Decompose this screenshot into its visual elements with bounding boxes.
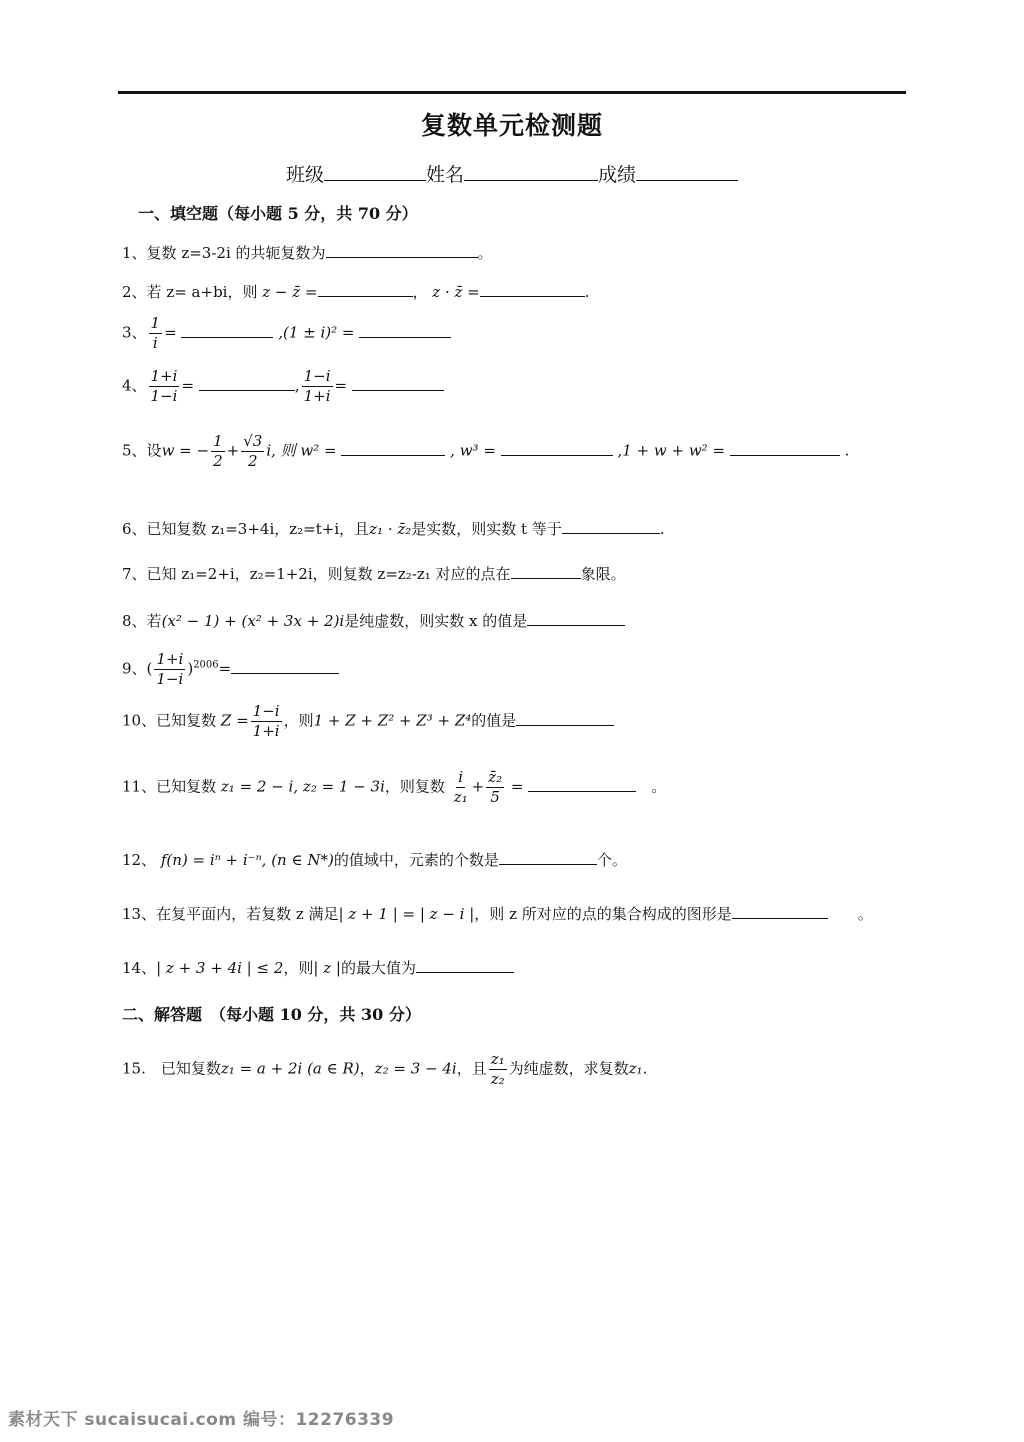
question-13 bbox=[122, 903, 873, 924]
question-1 bbox=[122, 242, 493, 263]
section-2-title: 二、解答题 （每小题 10 分，共 30 分） bbox=[122, 1005, 421, 1024]
q11-plus: + bbox=[471, 777, 485, 796]
q1-text: 复数 z=3-2i 的共轭复数为 bbox=[146, 244, 326, 262]
q1-end: 。 bbox=[477, 244, 493, 262]
q14-expr: | z + 3 + 4i | ≤ 2 bbox=[156, 959, 284, 977]
q9-blank[interactable] bbox=[231, 659, 339, 674]
q12-text: 的值域中，元素的个数是 bbox=[333, 851, 499, 869]
name-blank[interactable] bbox=[464, 162, 598, 181]
question-12 bbox=[122, 849, 627, 870]
q5-blank-1[interactable] bbox=[341, 441, 445, 456]
q15-number: 15. bbox=[122, 1059, 146, 1078]
q3-blank-2[interactable] bbox=[359, 323, 451, 338]
student-info-line bbox=[0, 160, 1024, 187]
q2-blank-2[interactable] bbox=[480, 282, 585, 297]
q4-eq-1: = bbox=[181, 376, 195, 395]
q11-blank[interactable] bbox=[528, 777, 636, 792]
q11-number: 11、 bbox=[122, 777, 157, 796]
q13-expr: | z + 1 | = | z − i | bbox=[338, 905, 475, 923]
q3-number: 3、 bbox=[122, 323, 147, 342]
q10-f-num: 1−i bbox=[252, 702, 280, 720]
q9-exponent: 2006 bbox=[193, 659, 219, 671]
q3-frac-num: 1 bbox=[150, 314, 161, 332]
q9-fraction bbox=[154, 650, 185, 689]
page-title: 复数单元检测题 bbox=[420, 111, 603, 140]
q9-eq: = bbox=[218, 659, 232, 678]
q15-f-den: z₂ bbox=[490, 1070, 505, 1088]
q9-number: 9、 bbox=[122, 659, 147, 678]
q4-f2-den: 1+i bbox=[303, 387, 331, 405]
question-7 bbox=[122, 563, 626, 584]
q5-text: 设 bbox=[146, 441, 162, 460]
question-15 bbox=[122, 1050, 647, 1089]
q13-number: 13、 bbox=[122, 905, 157, 923]
q5-after: i, 则 w² = bbox=[266, 441, 337, 460]
q14-text2: 的最大值为 bbox=[340, 959, 416, 977]
q11-expr: z₁ = 2 − i, z₂ = 1 − 3i bbox=[220, 777, 385, 796]
class-blank[interactable] bbox=[324, 162, 426, 181]
q11-f1-num: i bbox=[458, 768, 464, 786]
q7-number: 7、 bbox=[122, 565, 147, 583]
q15-sep: ， bbox=[359, 1059, 375, 1078]
q10-fraction bbox=[251, 702, 282, 741]
q10-text3: 的值是 bbox=[471, 711, 517, 730]
q4-fraction-1 bbox=[149, 367, 180, 406]
section-1-title: 一、填空题（每小题 5 分，共 70 分） bbox=[138, 204, 418, 223]
q8-number: 8、 bbox=[122, 612, 147, 630]
q11-fraction-2 bbox=[486, 768, 504, 807]
q6-blank[interactable] bbox=[562, 519, 660, 534]
score-blank[interactable] bbox=[636, 162, 738, 181]
q1-number: 1、 bbox=[122, 244, 147, 262]
q5-w3: , w³ = bbox=[450, 441, 496, 460]
q2-number: 2、 bbox=[122, 283, 147, 301]
q15-text: 已知复数 bbox=[160, 1059, 221, 1078]
q10-f-den: 1+i bbox=[252, 722, 280, 740]
q5-blank-2[interactable] bbox=[501, 441, 613, 456]
q5-f1-den: 2 bbox=[213, 452, 223, 470]
q10-z: Z = bbox=[220, 711, 249, 730]
q9-close-paren: ) bbox=[187, 659, 194, 678]
q15-expr2: z₂ = 3 − 4i bbox=[374, 1059, 457, 1078]
q11-f1-den: z₁ bbox=[453, 788, 468, 806]
q2-blank-1[interactable] bbox=[318, 282, 413, 297]
q3-eq: = bbox=[164, 323, 177, 342]
q14-text: ，则 bbox=[283, 959, 314, 977]
q5-f2-num: √3 bbox=[243, 432, 263, 450]
q11-f2-den: 5 bbox=[490, 788, 500, 806]
q9-open-paren: ( bbox=[146, 659, 153, 678]
q5-sum: ,1 + w + w² = bbox=[617, 441, 726, 460]
q11-text2: ，则复数 bbox=[384, 777, 445, 796]
q2-expr2: z · z̄ = bbox=[432, 283, 480, 301]
q8-text2: 是纯虚数，则实数 x 的值是 bbox=[344, 612, 528, 630]
q4-blank-1[interactable] bbox=[199, 376, 295, 391]
q1-blank[interactable] bbox=[326, 243, 478, 258]
q5-end: . bbox=[844, 441, 850, 460]
q15-fraction bbox=[489, 1050, 507, 1089]
q12-number: 12、 bbox=[122, 851, 157, 869]
question-8 bbox=[122, 610, 625, 631]
q4-blank-2[interactable] bbox=[352, 376, 444, 391]
q5-w-expr: w = − bbox=[161, 441, 210, 460]
q4-f2-num: 1−i bbox=[303, 367, 331, 385]
q10-text2: ，则 bbox=[283, 711, 314, 730]
question-2: 2、若 z= a+bi，则 z − z̄ = ， z · z̄ = . bbox=[122, 283, 590, 301]
question-4: 4、 $\frac{1+i}{1-i}$ = , $\frac{1-i}{1+i}$ = bbox=[122, 367, 444, 406]
score-label: 成绩 bbox=[598, 164, 637, 186]
q5-f1-num: 1 bbox=[213, 432, 223, 450]
class-label: 班级 bbox=[285, 164, 324, 186]
question-9 bbox=[122, 650, 339, 689]
q6-expr: z₁ · z̄₂ bbox=[369, 520, 412, 538]
q11-f2-num: z̄₂ bbox=[488, 768, 503, 786]
q5-f2-den: 2 bbox=[247, 452, 258, 470]
q13-blank[interactable] bbox=[732, 904, 828, 919]
name-label: 姓名 bbox=[425, 164, 464, 186]
q10-blank[interactable] bbox=[516, 711, 614, 726]
q4-f1-num: 1+i bbox=[150, 367, 178, 385]
top-rule bbox=[118, 91, 906, 94]
q8-text: 若 bbox=[146, 612, 162, 630]
q6-text2: 是实数，则实数 t 等于 bbox=[411, 520, 562, 538]
q3-blank-1[interactable] bbox=[181, 323, 273, 338]
q3-frac-den: i bbox=[152, 334, 158, 352]
q9-f-num: 1+i bbox=[156, 650, 184, 668]
q4-fraction-2 bbox=[302, 367, 333, 406]
q13-text: 在复平面内，若复数 z 满足 bbox=[156, 905, 339, 923]
question-11 bbox=[122, 768, 666, 807]
q10-number: 10、 bbox=[122, 711, 157, 730]
q14-number: 14、 bbox=[122, 959, 157, 977]
question-3 bbox=[122, 314, 451, 353]
q4-number: 4、 bbox=[122, 376, 147, 395]
q11-end: 。 bbox=[651, 777, 667, 796]
watermark: 素材天下 sucaisucai.com 编号：12276339 bbox=[8, 1410, 395, 1430]
q4-f1-den: 1−i bbox=[150, 387, 178, 405]
q8-blank[interactable] bbox=[527, 611, 625, 626]
q4-eq-2: = bbox=[334, 376, 348, 395]
q15-expr3: z₁ bbox=[628, 1059, 643, 1078]
q8-expr: (x² − 1) + (x² + 3x + 2)i bbox=[161, 612, 345, 630]
q15-f-num: z₁ bbox=[490, 1050, 505, 1068]
q10-expr: 1 + Z + Z² + Z³ + Z⁴ bbox=[313, 711, 472, 730]
q2-expr1: z − z̄ = bbox=[262, 283, 318, 301]
q3-fraction bbox=[149, 314, 163, 353]
q7-end: 象限。 bbox=[580, 565, 626, 583]
q14-expr2: | z | bbox=[313, 959, 341, 977]
q11-text: 已知复数 bbox=[156, 777, 217, 796]
q7-text: 已知 z₁=2+i，z₂=1+2i，则复数 z=z₂-z₁ 对应的点在 bbox=[146, 565, 511, 583]
q2-end: . bbox=[584, 283, 590, 301]
q13-end: 。 bbox=[857, 905, 873, 923]
q9-f-den: 1−i bbox=[156, 670, 184, 688]
q6-end: . bbox=[659, 520, 665, 538]
q15-end: . bbox=[642, 1059, 648, 1078]
question-6 bbox=[122, 518, 665, 539]
q15-expr: z₁ = a + 2i (a ∈ R) bbox=[220, 1059, 360, 1078]
q7-blank[interactable] bbox=[511, 564, 581, 579]
q5-fraction-1 bbox=[211, 432, 225, 471]
q3-expr2: ,(1 ± i)² = bbox=[278, 323, 355, 342]
question-10 bbox=[122, 702, 614, 741]
q12-expr: f(n) = iⁿ + i⁻ⁿ, (n ∈ N*) bbox=[160, 851, 334, 869]
question-5 bbox=[122, 432, 849, 471]
q6-number: 6、 bbox=[122, 520, 147, 538]
q10-text: 已知复数 bbox=[156, 711, 217, 730]
question-14 bbox=[122, 957, 514, 978]
q2-text: 若 z= a+bi，则 bbox=[146, 283, 258, 301]
q15-text2: ，且 bbox=[456, 1059, 487, 1078]
q11-fraction-1 bbox=[452, 768, 470, 807]
q5-fraction-2 bbox=[241, 432, 264, 471]
q6-text: 已知复数 z₁=3+4i，z₂=t+i，且 bbox=[146, 520, 370, 538]
q12-blank[interactable] bbox=[499, 850, 597, 865]
q5-blank-3[interactable] bbox=[730, 441, 840, 456]
q12-end: 个。 bbox=[596, 851, 627, 869]
q5-plus: + bbox=[226, 441, 240, 460]
q5-number: 5、 bbox=[122, 441, 147, 460]
q13-text2: ，则 z 所对应的点的集合构成的图形是 bbox=[474, 905, 732, 923]
q15-text3: 为纯虚数，求复数 bbox=[508, 1059, 629, 1078]
q14-blank[interactable] bbox=[416, 958, 514, 973]
q11-eq: = bbox=[510, 777, 524, 796]
